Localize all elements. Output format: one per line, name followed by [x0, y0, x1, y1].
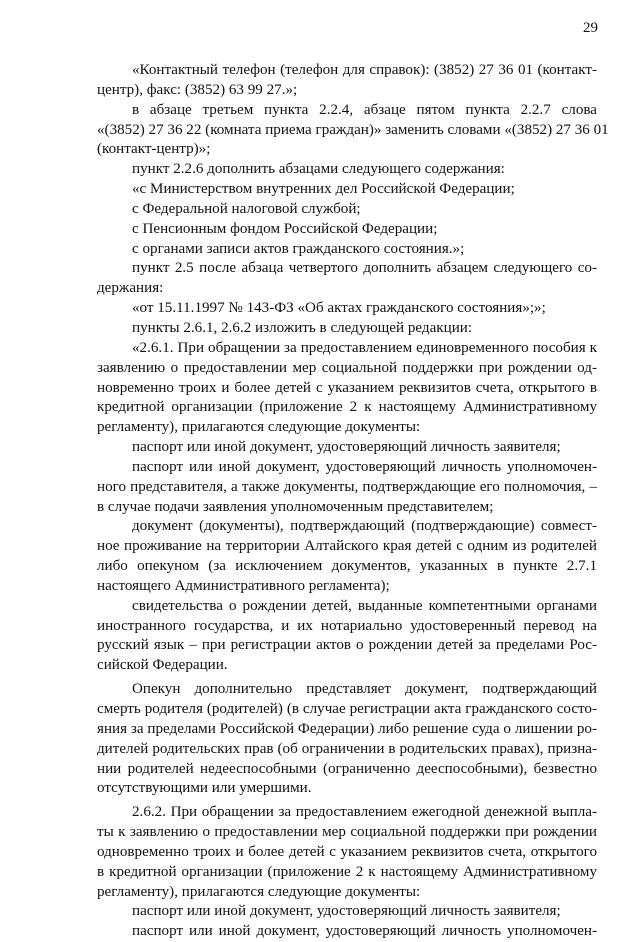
text-line: либо опекуном (за исключением документов, указанных в пункте 2.7.1 [97, 558, 597, 575]
text-line: в случае подачи заявления уполномоченным представителем; [97, 498, 494, 515]
text-line: одновременно троих и более детей с указанием реквизитов счета, открытого [97, 843, 597, 860]
text-line: с Федеральной налоговой службой; [132, 200, 361, 217]
text-line: сийской Федерации. [97, 657, 228, 674]
text-line: настоящего Административного регламента); [97, 577, 390, 594]
text-line: пункты 2.6.1, 2.6.2 изложить в следующей редакции: [132, 319, 473, 336]
text-line: «2.6.1. При обращении за предоставлением единовременного пособия к [132, 339, 597, 356]
text-line: иностранного государства, и их нотариально удостоверенный перевод на [97, 617, 597, 634]
text-line: с Пенсионным фондом Российской Федерации; [132, 220, 438, 237]
text-line: свидетельства о рождении детей, выданные компетентными органами [132, 597, 597, 614]
text-line: ное проживание на территории Алтайского края детей с одним из родителей [97, 538, 597, 555]
page-number: 29 [583, 20, 598, 36]
text-line: яния за пределами Российской Федерации) либо решение суда о лишении ро- [97, 720, 597, 737]
text-line: Опекун дополнительно представляет документ, подтверждающий [132, 681, 597, 698]
text-line: пункт 2.2.6 дополнить абзацами следующего содержания: [132, 161, 505, 178]
text-line: «(3852) 27 36 22 (комната приема граждан)» заменить словами «(3852) 27 36 01 [97, 121, 609, 138]
text-line: пункт 2.5 после абзаца четвертого дополнить абзацем следующего со- [132, 260, 597, 277]
text-line: ного представителя, а также документы, подтверждающие его полномочия, – [97, 478, 597, 495]
text-line: паспорт или иной документ, удостоверяющий личность уполномочен- [132, 923, 597, 940]
text-line: «с Министерством внутренних дел Российской Федерации; [132, 181, 515, 198]
text-line: кредитной организации (приложение 2 к настоящему Административному [97, 399, 597, 416]
document-body [97, 61, 609, 942]
text-line: русский язык – при регистрации актов о рождении детей за пределами Рос- [97, 637, 597, 654]
text-line: в кредитной организации (приложение 2 к настоящему Административному [97, 863, 597, 880]
text-line: паспорт или иной документ, удостоверяющий личность уполномочен- [132, 458, 597, 475]
text-line: дителей родительских прав (об ограничении в родительских правах), призна- [97, 740, 597, 757]
text-line: паспорт или иной документ, удостоверяющий личность заявителя; [132, 903, 561, 920]
text-line: (контакт-центр)»; [97, 141, 211, 158]
text-line: «от 15.11.1997 № 143-ФЗ «Об актах гражданского состояния»;»; [132, 300, 546, 317]
text-line: держания: [97, 280, 164, 297]
text-line: заявлению о предоставлении мер социальной поддержки при рождении од- [97, 359, 597, 376]
text-line: ты к заявлению о предоставлении мер социальной поддержки при рождении [97, 824, 597, 841]
text-line: новременно троих и более детей с указанием реквизитов счета, открытого в [97, 379, 597, 396]
text-line: отсутствующими или умершими. [97, 780, 312, 797]
text-line: нии родителей недееспособными (ограниченно дееспособными), безвестно [97, 760, 597, 777]
text-line: с органами записи актов гражданского состояния.»; [132, 240, 465, 257]
text-line: документ (документы), подтверждающий (подтверждающие) совмест- [132, 518, 597, 535]
text-line: 2.6.2. При обращении за предоставлением ежегодной денежной выпла- [132, 804, 597, 821]
text-line: центр), факс: (3852) 63 99 27.»; [97, 81, 298, 98]
text-line: регламенту), прилагаются следующие документы: [97, 883, 421, 900]
text-line: регламенту), прилагаются следующие документы: [97, 419, 421, 436]
text-line: смерть родителя (родителей) (в случае регистрации акта гражданского состо- [97, 701, 597, 717]
text-line: «Контактный телефон (телефон для справок): (3852) 27 36 01 (контакт- [132, 62, 597, 78]
text-line: паспорт или иной документ, удостоверяющий личность заявителя; [132, 439, 561, 456]
text-line: в абзаце третьем пункта 2.2.4, абзаце пятом пункта 2.2.7 слова [132, 101, 597, 118]
